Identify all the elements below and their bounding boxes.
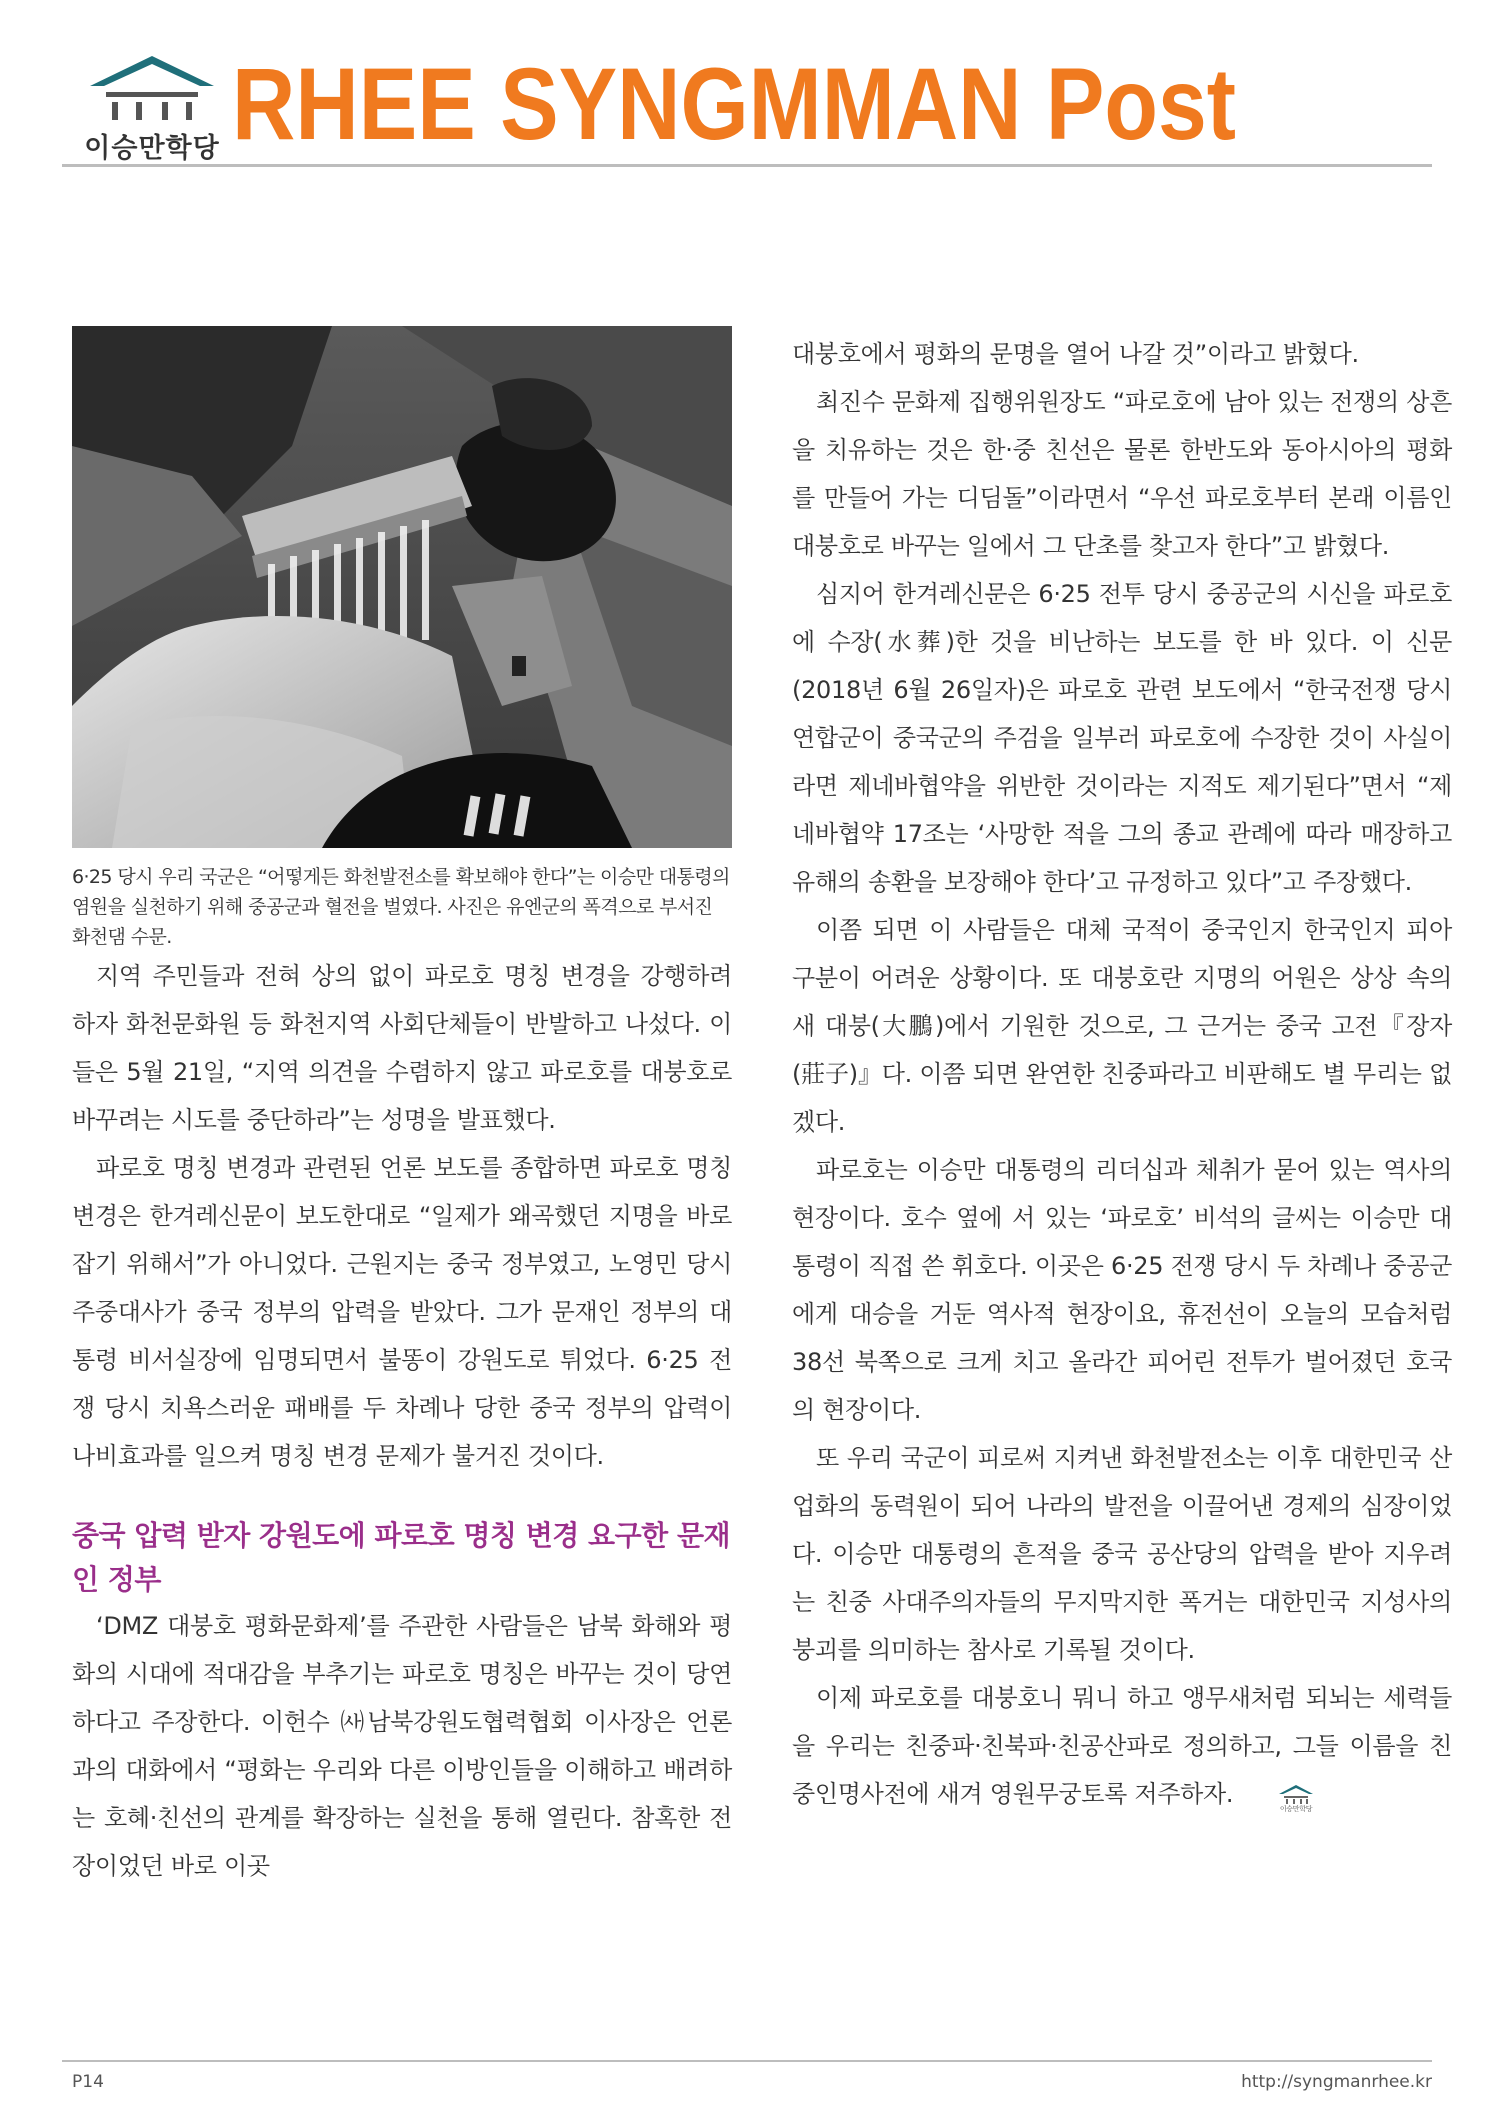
body-paragraph: 파로호 명칭 변경과 관련된 언론 보도를 종합하면 파로호 명칭 변경은 한겨레신문이 보도한대로 “일제가 왜곡했던 지명을 바로잡기 위해서”가 아니었다. 근원지는 중국 정부였고, 노영민 당시 주중대사가 중국 정부의 압력을 받았다. 그가 문재인 정부의 대통령 비서실장에 임명되면서 불똥이 강원도로 튀었다. 6·25 전쟁 당시 치욕스러운 패배를 두 차례나 당한 중국 정부의 압력이 나비효과를 일으켜 명칭 변경 문제가 불거진 것이다. [72,1154,732,1470]
logo [72,52,230,164]
section-subheading: 중국 압력 받자 강원도에 파로호 명칭 변경 요구한 문재인 정부 [72,1519,731,1596]
photo-caption: 6·25 당시 우리 국군은 “어떻게든 화천발전소를 확보해야 한다”는 이승만 대통령의 염원을 실천하기 위해 중공군과 혈전을 벌였다. 사진은 유엔군의 폭격으로 부서진 화천댐 수문. [72,866,730,948]
site-url: http://syngmanrhee.kr [1241,2072,1432,2092]
left-column [72,326,732,1890]
body-paragraph: 이쯤 되면 이 사람들은 대체 국적이 중국인지 한국인지 피아 구분이 어려운 상황이다. 또 대붕호란 지명의 어원은 상상 속의 새 대붕(大鵬)에서 기원한 것으로, 그 근거는 중국 고전『장자(莊子)』다. 이쯤 되면 완연한 친중파라고 비판해도 별 무리는 없겠다. [792,916,1452,1136]
end-logo-text: 이승만학당 [1280,1805,1313,1812]
body-paragraph: 파로호는 이승만 대통령의 리더십과 체취가 묻어 있는 역사의 현장이다. 호수 옆에 서 있는 ‘파로호’ 비석의 글씨는 이승만 대통령이 직접 쓴 휘호다. 이곳은 6·25 전쟁 당시 두 차례나 중공군에게 대승을 거둔 역사적 현장이요, 휴전선이 오늘의 모습처럼 38선 북쪽으로 크게 치고 올라간 피어린 전투가 벌어졌던 호국의 현장이다. [792,1156,1452,1424]
end-logo [1243,1780,1313,1812]
body-paragraph: 심지어 한겨레신문은 6·25 전투 당시 중공군의 시신을 파로호에 수장(水葬)한 것을 비난하는 보도를 한 바 있다. 이 신문(2018년 6월 26일자)은 파로호 관련 보도에서 “한국전쟁 당시 연합군이 중국군의 주검을 일부러 파로호에 수장한 것이 사실이라면 제네바협약을 위반한 것이라는 지적도 제기된다”면서 “제네바협약 17조는 ‘사망한 적을 그의 종교 관례에 따라 매장하고 유해의 송환을 보장해야 한다’고 규정하고 있다”고 주장했다. [792,580,1452,896]
body-paragraph: 최진수 문화제 집행위원장도 “파로호에 남아 있는 전쟁의 상흔을 치유하는 것은 한·중 친선은 물론 한반도와 동아시아의 평화를 만들어 가는 디딤돌”이라면서 “우선 파로호부터 본래 이름인 대붕호로 바꾸는 일에서 그 단초를 찾고자 한다”고 밝혔다. [792,388,1452,560]
dam-photo [72,326,732,848]
page-header [62,44,1432,164]
right-column [792,330,1452,1818]
body-paragraph-final [792,1674,1452,1818]
header-divider [62,164,1432,167]
final-paragraph-text: 이제 파로호를 대붕호니 뭐니 하고 앵무새처럼 되뇌는 세력들을 우리는 친중파·친북파·친공산파로 정의하고, 그들 이름을 친중인명사전에 새겨 영원무궁토록 저주하자. [792,1684,1452,1808]
dam-photo-image [72,326,732,848]
body-paragraph: 또 우리 국군이 피로써 지켜낸 화천발전소는 이후 대한민국 산업화의 동력원이 되어 나라의 발전을 이끌어낸 경제의 심장이었다. 이승만 대통령의 흔적을 중국 공산당의 압력을 받아 지우려는 친중 사대주의자들의 무지막지한 폭거는 대한민국 지성사의 붕괴를 의미하는 참사로 기록될 것이다. [792,1444,1452,1664]
body-paragraph: 지역 주민들과 전혀 상의 없이 파로호 명칭 변경을 강행하려 하자 화천문화원 등 화천지역 사회단체들이 반발하고 나섰다. 이들은 5월 21일, “지역 의견을 수렴하지 않고 파로호를 대붕호로 바꾸려는 시도를 중단하라”는 성명을 발표했다. [72,962,732,1134]
body-paragraph: 대붕호에서 평화의 문명을 열어 나갈 것”이라고 밝혔다. [792,340,1359,368]
page-number: P14 [72,2072,104,2092]
house-logo-icon [82,52,222,124]
masthead-title: RHEE SYNGMMAN Post [232,47,1236,161]
end-house-logo-icon [1267,1782,1325,1812]
footer-divider [62,2060,1432,2062]
body-paragraph: ‘DMZ 대붕호 평화문화제’를 주관한 사람들은 남북 화해와 평화의 시대에 적대감을 부추기는 파로호 명칭은 바꾸는 것이 당연하다고 주장한다. 이헌수 ㈔남북강원도협력협회 이사장은 언론과의 대화에서 “평화는 우리와 다른 이방인들을 이해하고 배려하는 호혜·친선의 관계를 확장하는 실천을 통해 열린다. 참혹한 전장이었던 바로 이곳 [72,1612,732,1880]
logo-text: 이승만학당 [84,133,220,164]
